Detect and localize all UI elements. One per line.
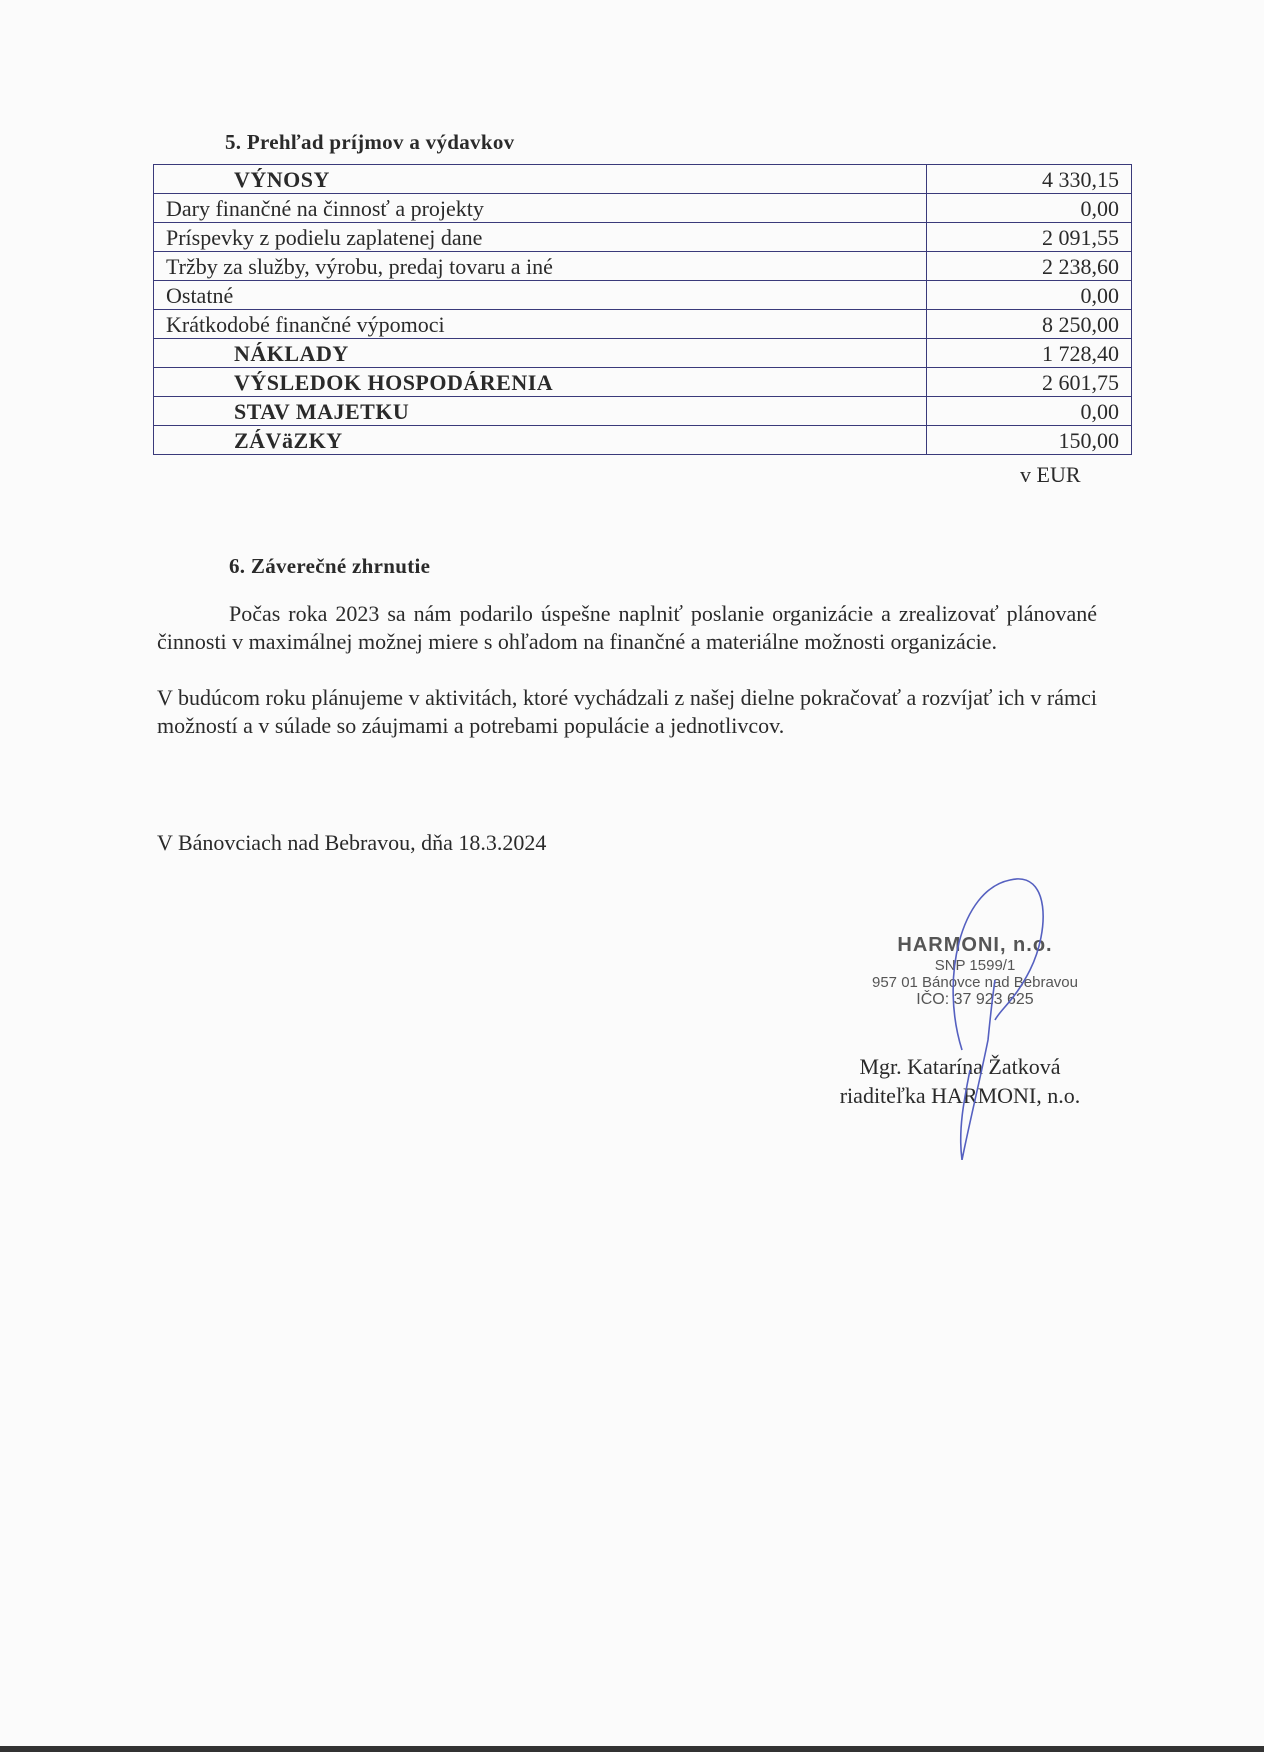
row-label: Ostatné [154, 281, 927, 310]
row-value: 4 330,15 [927, 165, 1132, 194]
row-value: 0,00 [927, 281, 1132, 310]
stamp-street: SNP 1599/1 [934, 957, 1016, 974]
row-label: ZÁVäZKY [154, 426, 927, 455]
scan-edge [0, 1746, 1264, 1752]
income-expense-table [153, 164, 1132, 455]
row-label: Tržby za služby, výrobu, predaj tovaru a iné [154, 252, 927, 281]
table-row [154, 281, 1132, 310]
row-label: VÝNOSY [154, 165, 927, 194]
row-label: Dary finančné na činnosť a projekty [154, 194, 927, 223]
summary-paragraph-1: Počas roka 2023 sa nám podarilo úspešne naplniť poslanie organizácie a zrealizovať plánované činnosti v maximálnej možnej miere s ohľadom na finančné a materiálne možnosti organizácie. [157, 601, 1097, 654]
signatory-role: riaditeľka HARMONI, n.o. [839, 1083, 1081, 1108]
section6-heading: 6. Záverečné zhrnutie [229, 554, 431, 578]
row-label: VÝSLEDOK HOSPODÁRENIA [154, 368, 927, 397]
table-row [154, 165, 1132, 194]
row-value: 2 601,75 [927, 368, 1132, 397]
row-value: 150,00 [927, 426, 1132, 455]
row-label: STAV MAJETKU [154, 397, 927, 426]
signatory-name: Mgr. Katarína Žatková [859, 1054, 1061, 1079]
currency-unit: v EUR [1020, 462, 1081, 487]
row-label: Krátkodobé finančné výpomoci [154, 310, 927, 339]
table-row [154, 368, 1132, 397]
table-row [154, 194, 1132, 223]
summary-paragraph-2: V budúcom roku plánujeme v aktivitách, ktoré vychádzali z našej dielne pokračovať a rozvíjať ich v rámci možností a v súlade so záujmami a potrebami populácie a jednotlivcov. [157, 685, 1097, 738]
place-date: V Bánovciach nad Bebravou, dňa 18.3.2024 [157, 830, 547, 855]
row-value: 2 238,60 [927, 252, 1132, 281]
table-row [154, 310, 1132, 339]
stamp-name: HARMONI, n.o. [897, 934, 1053, 956]
table-row [154, 339, 1132, 368]
row-label: Príspevky z podielu zaplatenej dane [154, 223, 927, 252]
table-row [154, 252, 1132, 281]
stamp-city: 957 01 Bánovce nad Bebravou [872, 974, 1078, 991]
row-value: 1 728,40 [927, 339, 1132, 368]
row-value: 8 250,00 [927, 310, 1132, 339]
handwritten-signature [900, 870, 1060, 1160]
stamp-ico: IČO: 37 923 625 [916, 991, 1034, 1008]
section5-heading: 5. Prehľad príjmov a výdavkov [225, 130, 515, 154]
table-row [154, 426, 1132, 455]
row-value: 0,00 [927, 397, 1132, 426]
table-row [154, 223, 1132, 252]
row-value: 0,00 [927, 194, 1132, 223]
row-value: 2 091,55 [927, 223, 1132, 252]
table-row [154, 397, 1132, 426]
row-label: NÁKLADY [154, 339, 927, 368]
